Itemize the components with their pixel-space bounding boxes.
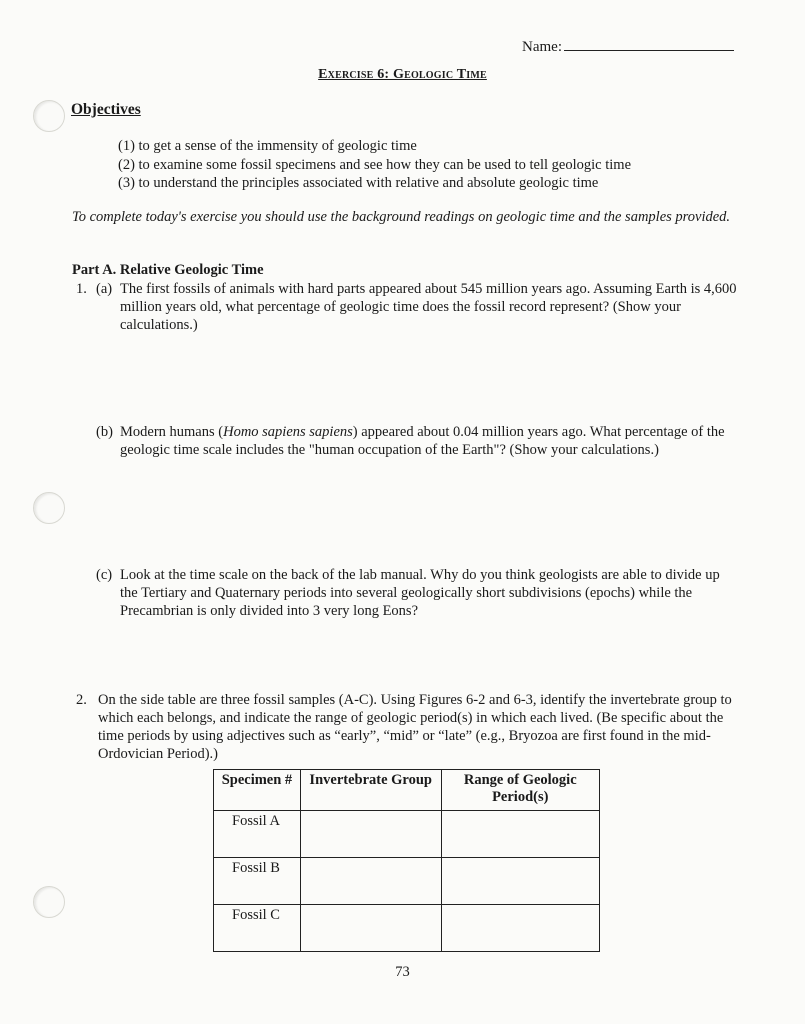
question-1b-text-part1: Modern humans ( — [120, 424, 224, 440]
question-2-text: On the side table are three fossil samples (A-C). Using Figures 6-2 and 6-3, identify the invertebrate group to which each belongs, and indicate the range of geologic period(s) in which each lived. (Be specific about the time periods by using adjectives such as “early”, “mid” or “late” (e.g., Bryozoa are first found in the mid-Ordovician Period).) — [98, 692, 732, 762]
question-1c-label: (c) — [96, 567, 113, 583]
objective-item: (2) to examine some fossil specimens and see how they can be used to tell geologic time — [118, 156, 632, 173]
question-1b-text-part2: ) appeared about 0.04 million years ago. What percentage of the geologic time scale includes the "human occupation of the Earth"? (Show your calculations.) — [120, 424, 725, 458]
specimen-cell: Fossil B — [214, 858, 301, 905]
specimen-table — [213, 769, 600, 952]
answer-cell-group[interactable] — [300, 858, 441, 905]
page-number: 73 — [395, 964, 410, 980]
column-header-specimen: Specimen # — [214, 770, 301, 811]
table-header-row — [214, 770, 600, 811]
answer-cell-range[interactable] — [441, 858, 599, 905]
punch-hole-top — [33, 100, 65, 132]
species-name: Homo sapiens sapiens — [223, 424, 353, 440]
punch-hole-middle — [33, 492, 65, 524]
question-1b-text — [120, 423, 740, 459]
name-blank-line[interactable] — [564, 36, 734, 51]
intro-instructions: To complete today's exercise you should use the background readings on geologic time and the samples provided. — [72, 209, 731, 225]
table-row — [214, 858, 600, 905]
part-a-heading: Part A. Relative Geologic Time — [72, 262, 264, 278]
answer-cell-group[interactable] — [300, 811, 441, 858]
question-1a-label: (a) — [96, 281, 113, 297]
column-header-geologic-range: Range of Geologic Period(s) — [441, 770, 599, 811]
question-1c-text: Look at the time scale on the back of the lab manual. Why do you think geologists are able to divide up the Tertiary and Quaternary periods into several geologically short subdivisions (epochs) while the Precambrian is only divided into 3 very long Eons? — [120, 567, 720, 619]
answer-cell-range[interactable] — [441, 811, 599, 858]
name-field[interactable] — [522, 36, 734, 56]
page-title: Exercise 6: Geologic Time — [318, 67, 487, 82]
objective-item: (1) to get a sense of the immensity of geologic time — [118, 138, 417, 154]
specimen-cell: Fossil A — [214, 811, 301, 858]
objectives-heading: Objectives — [71, 101, 141, 118]
answer-cell-group[interactable] — [300, 905, 441, 952]
name-label: Name: — [522, 39, 562, 55]
table-row — [214, 811, 600, 858]
table-row — [214, 905, 600, 952]
question-1a-text: The first fossils of animals with hard parts appeared about 545 million years ago. Assuming Earth is 4,600 million years old, what percentage of geologic time does the fossil record represent? (Show your calculations.) — [120, 281, 737, 333]
column-header-invertebrate-group: Invertebrate Group — [300, 770, 441, 811]
punch-hole-bottom — [33, 886, 65, 918]
question-1-number: 1. — [76, 281, 87, 297]
question-2-number: 2. — [76, 692, 87, 708]
objectives-list — [118, 137, 631, 193]
question-1b-label: (b) — [96, 424, 113, 440]
objective-item: (3) to understand the principles associated with relative and absolute geologic time — [118, 175, 599, 191]
specimen-cell: Fossil C — [214, 905, 301, 952]
answer-cell-range[interactable] — [441, 905, 599, 952]
